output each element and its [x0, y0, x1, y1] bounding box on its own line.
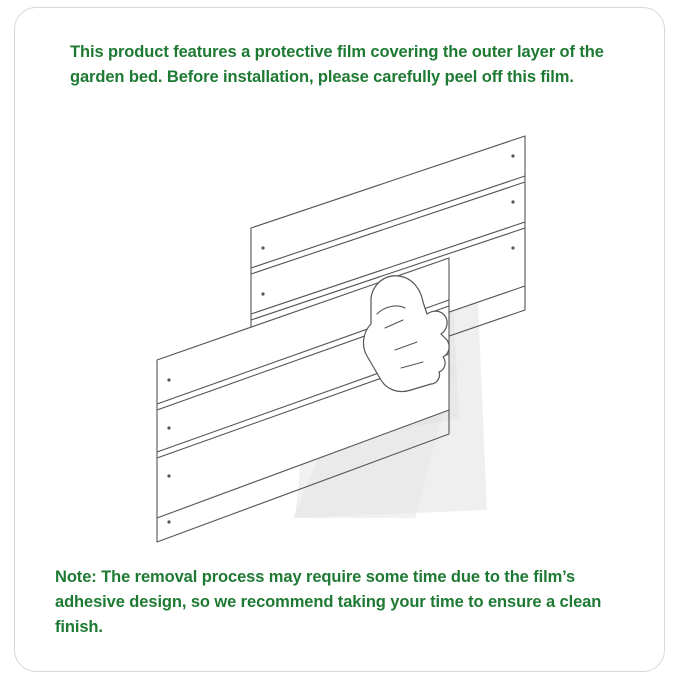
illustration-panel: [55, 118, 625, 558]
bottom-note-text: Note: The removal process may require some time due to the film’s adhesive design, so we recommend taking your time to ensure a clean finish.: [55, 568, 602, 636]
instruction-card: [14, 7, 665, 672]
top-instruction-text: This product features a protective film covering the outer layer of the garden bed. Before installation, please carefully peel off this film.: [70, 43, 604, 86]
